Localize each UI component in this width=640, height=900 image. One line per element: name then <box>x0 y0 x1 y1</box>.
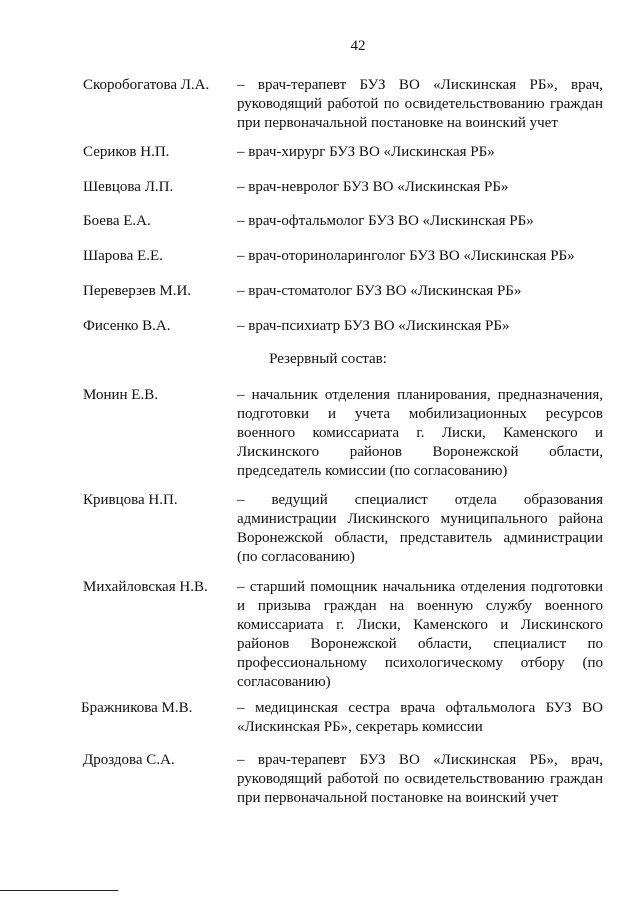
member-role: – ведущий специалист отдела образования администрации Лискинского муниципального района Воронежской области, представитель администрации (по согласованию) <box>237 492 603 565</box>
reserve-section-title: Резервный состав: <box>269 351 387 367</box>
member-name: Шевцова Л.П. <box>83 179 174 195</box>
member-name: Шарова Е.Е. <box>83 248 163 264</box>
member-name: Монин Е.В. <box>83 387 158 403</box>
member-name: Боева Е.А. <box>83 213 151 229</box>
member-role: – врач-терапевт БУЗ ВО «Лискинская РБ», врач, руководящий работой по освидетельствованию граждан при первоначальной постановке на воинский учет <box>237 77 603 131</box>
member-name: Кривцова Н.П. <box>83 492 178 508</box>
footer-rule <box>0 890 118 891</box>
member-name: Скоробогатова Л.А. <box>83 77 210 93</box>
member-name: Сериков Н.П. <box>83 144 170 160</box>
member-role: – врач-психиатр БУЗ ВО «Лискинская РБ» <box>237 318 510 334</box>
member-role: – врач-офтальмолог БУЗ ВО «Лискинская РБ» <box>237 213 534 229</box>
member-role: – начальник отделения планирования, предназначения, подготовки и учета мобилизационных ресурсов военного комиссариата г. Лиски, Каменского и Лискинского районов Воронежской области, председатель комиссии (по согласованию) <box>237 387 603 479</box>
member-role: – врач-оториноларинголог БУЗ ВО «Лискинская РБ» <box>237 248 575 264</box>
member-role: – врач-хирург БУЗ ВО «Лискинская РБ» <box>237 144 495 160</box>
member-role: – врач-терапевт БУЗ ВО «Лискинская РБ», врач, руководящий работой по освидетельствованию граждан при первоначальной постановке на воинский учет <box>237 752 603 806</box>
member-name: Фисенко В.А. <box>83 318 171 334</box>
member-role: – врач-стоматолог БУЗ ВО «Лискинская РБ» <box>237 283 522 299</box>
page-number: 42 <box>350 38 366 54</box>
member-name: Михайловская Н.В. <box>83 579 208 595</box>
member-role: – врач-невролог БУЗ ВО «Лискинская РБ» <box>237 179 509 195</box>
member-name: Бражникова М.В. <box>81 700 193 716</box>
member-role: – старший помощник начальника отделения подготовки и призыва граждан на военную службу военного комиссариата г. Лиски, Каменского и Лискинского районов Воронежской области, специалист по профессиональному психологическому отбору (по согласованию) <box>237 579 603 690</box>
member-role: – медицинская сестра врача офтальмолога БУЗ ВО «Лискинская РБ», секретарь комиссии <box>237 700 603 735</box>
member-name: Переверзев М.И. <box>83 283 192 299</box>
member-name: Дроздова С.А. <box>83 752 175 768</box>
